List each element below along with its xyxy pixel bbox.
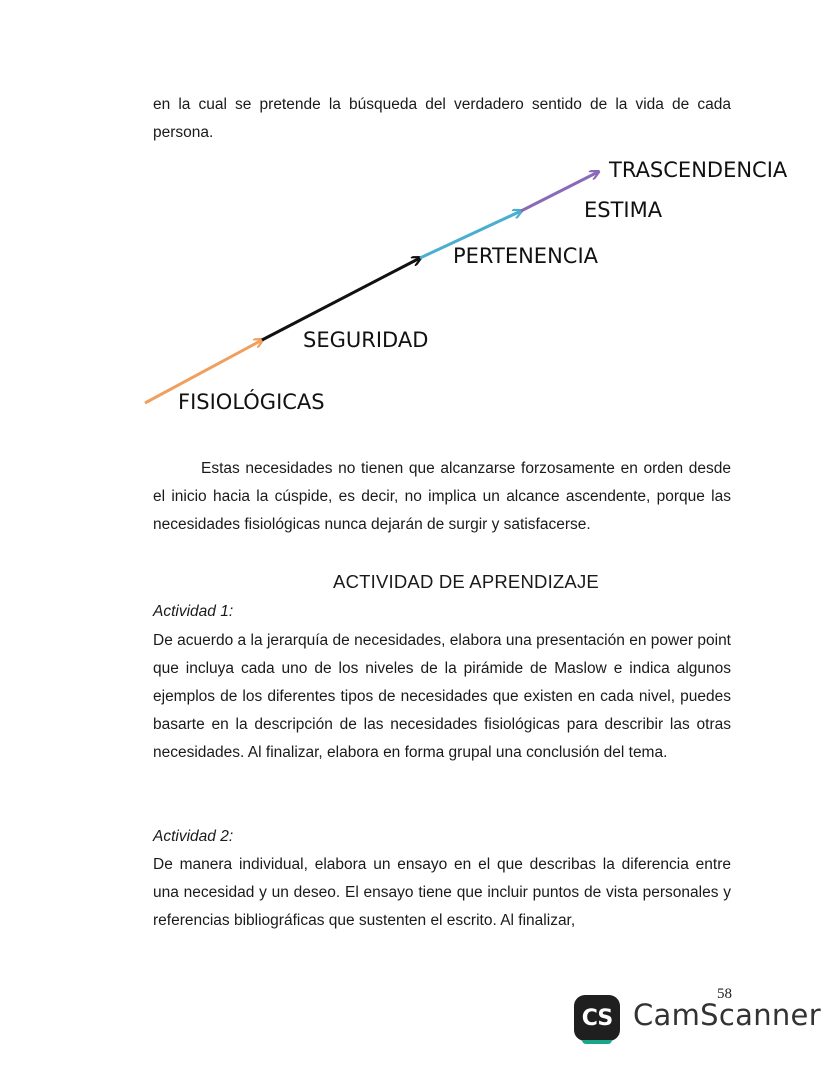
level-seguridad: SEGURIDAD xyxy=(303,328,429,352)
activity-2-text: De manera individual, elabora un ensayo en el que describas la diferencia entre una necesidad y un deseo. El ensayo tiene que incluir puntos de vista personales y referencias bibliográficas que sustenten el escrito. Al finalizar, xyxy=(153,856,731,929)
activity-2-title: Actividad 2: xyxy=(153,828,234,845)
camscanner-logo-icon: CS xyxy=(574,995,620,1041)
intro-paragraph: en la cual se pretende la búsqueda del verdadero sentido de la vida de cada persona. xyxy=(153,96,731,141)
needs-staircase-diagram xyxy=(0,0,828,440)
activity-1-title: Actividad 1: xyxy=(153,603,234,620)
level-pertenencia: PERTENENCIA xyxy=(453,244,599,268)
activity-1-text: De acuerdo a la jerarquía de necesidades, elabora una presentación en power point que incluya cada uno de los niveles de la pirámide de Maslow e indica algunos ejemplos de los diferentes tipos de necesidades que existen en cada nivel, puedes basarte en la descripción de las necesidades fisiológicas para describir las otras necesidades. Al finalizar, elabora en forma grupal una conclusión del tema. xyxy=(153,632,731,761)
level-fisiologicas: FISIOLÓGICAS xyxy=(178,390,325,414)
level-estima: ESTIMA xyxy=(584,198,663,222)
explanation-paragraph: Estas necesidades no tienen que alcanzarse forzosamente en orden desde el inicio hacia la cúspide, es decir, no implica un alcance ascendente, porque las necesidades fisiológicas nunca dejarán de surgir y satisfacerse. xyxy=(153,460,731,533)
section-title: ACTIVIDAD DE APRENDIZAJE xyxy=(333,571,599,592)
camscanner-watermark: CamScanner xyxy=(633,998,821,1032)
page-number: 58 xyxy=(717,986,732,1002)
level-trascendencia: TRASCENDENCIA xyxy=(609,158,788,182)
